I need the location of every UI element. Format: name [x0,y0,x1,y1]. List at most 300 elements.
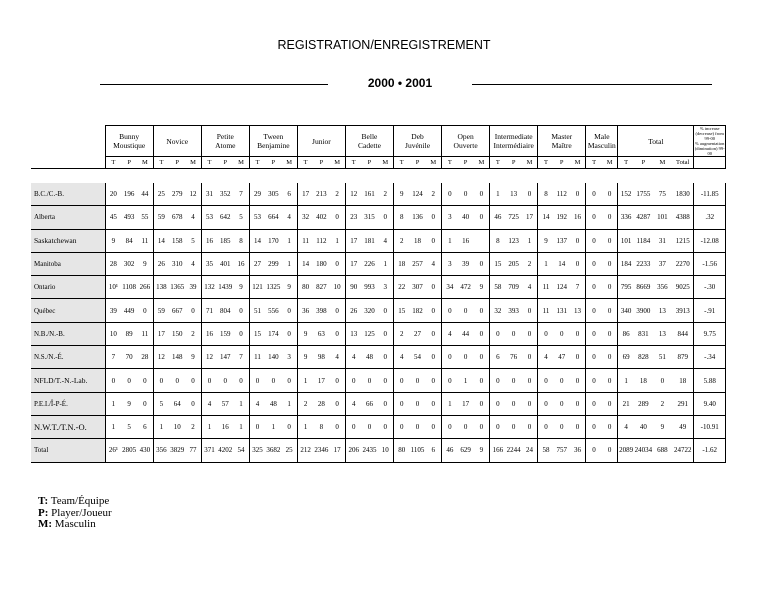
table-cell: 0 [233,369,249,392]
table-cell: 112 [313,229,329,252]
table-cell: 1108 [121,276,137,299]
table-cell: 4202 [217,439,233,462]
legend [38,496,112,531]
table-cell: 0 [426,346,442,369]
table-cell: 0 [570,252,586,275]
table-cell: 13 [506,183,522,206]
table-row [31,322,726,345]
subheader-m: M [522,157,538,169]
table-cell: 35 [201,252,217,275]
category-10: Male Masculin [586,126,618,157]
table-cell: 1 [153,415,169,438]
table-cell: 0 [538,392,554,415]
table-cell: 4 [522,276,538,299]
registration-table [31,125,726,463]
subheader-m: M [602,157,618,169]
table-cell: 1 [490,183,506,206]
table-cell: 14 [249,229,265,252]
table-cell: 0 [442,369,458,392]
table-cell: 0 [474,415,490,438]
subheader-m: M [377,157,393,169]
table-cell: 4 [201,392,217,415]
table-cell: 39 [458,252,474,275]
table-cell: 69 [618,346,634,369]
table-cell: 302 [121,252,137,275]
table-cell: 0 [410,415,426,438]
table-cell: 0 [586,415,602,438]
table-cell: 0 [570,229,586,252]
table-cell: 80 [394,439,410,462]
table-cell: 0 [426,415,442,438]
table-cell: 9 [653,415,672,438]
table-cell: 66 [361,392,377,415]
table-cell: 0 [522,299,538,322]
table-cell: 556 [265,299,281,322]
table-cell: 10 [377,439,393,462]
table-cell: 28 [105,252,121,275]
table-cell: 4 [618,415,634,438]
table-cell: 71 [201,299,217,322]
table-cell: 10 [329,276,345,299]
table-cell: 13 [570,299,586,322]
table-cell: 0 [506,392,522,415]
table-cell: 1 [233,415,249,438]
table-row [31,369,726,392]
table-cell: 161 [361,183,377,206]
table-cell: 0 [394,415,410,438]
table-cell: 4 [345,346,361,369]
table-row [31,276,726,299]
table-cell: 2435 [361,439,377,462]
table-cell: 11 [297,229,313,252]
table-cell: 6 [426,439,442,462]
table-cell: 827 [313,276,329,299]
legend-item-team: T: Team/Équipe [38,495,110,507]
table-cell: 1 [233,392,249,415]
subheader-p: P [458,157,474,169]
table-cell: 15 [394,299,410,322]
category-8: Intermediate Intermédiaire [490,126,538,157]
table-cell: 352 [217,183,233,206]
table-cell: 70 [121,346,137,369]
table-cell: 0 [249,369,265,392]
table-cell: 0 [570,415,586,438]
table-cell: 0 [265,369,281,392]
table-cell: 40 [634,415,653,438]
table-cell: 0 [602,299,618,322]
table-cell: 0 [586,276,602,299]
table-cell: 1 [618,369,634,392]
subheader-p: P [169,157,185,169]
table-cell: 86 [618,322,634,345]
table-cell: 8 [233,229,249,252]
table-cell: 0 [458,183,474,206]
table-cell: 101 [618,229,634,252]
table-cell: 0 [458,415,474,438]
table-cell: 58 [490,276,506,299]
province-name: NFLD/T.-N.-Lab. [31,369,105,392]
table-cell: 0 [522,369,538,392]
table-cell: 0 [490,392,506,415]
table-cell: 75 [653,183,672,206]
table-cell: 12 [345,183,361,206]
table-cell: 0 [522,346,538,369]
table-cell: 47 [554,346,570,369]
table-cell: 213 [313,183,329,206]
table-cell: 2 [185,415,201,438]
table-cell: 18 [394,252,410,275]
subheader-m: M [426,157,442,169]
table-cell: 0 [426,392,442,415]
table-cell: 2 [653,392,672,415]
table-cell: 0 [426,369,442,392]
table-cell: 0 [217,369,233,392]
table-cell: 0 [586,392,602,415]
table-cell: 45 [105,206,121,229]
table-cell: 305 [265,183,281,206]
table-cell: 180 [313,252,329,275]
subheader-p: P [361,157,377,169]
table-cell: 879 [672,346,694,369]
table-cell: 4287 [634,206,653,229]
table-cell: 336 [618,206,634,229]
table-cell: 16 [217,415,233,438]
table-cell: 13 [653,299,672,322]
table-cell: 2 [426,183,442,206]
table-cell: 0 [345,415,361,438]
table-cell: 709 [506,276,522,299]
table-cell: 10¹ [105,276,121,299]
table-cell: 8 [490,229,506,252]
table-cell: 2 [394,229,410,252]
table-cell: 2 [377,183,393,206]
table-row [31,392,726,415]
table-row [31,415,726,438]
table-cell: 17 [153,322,169,345]
table-cell: 3 [281,346,297,369]
table-cell: 0 [586,439,602,462]
table-cell: 48 [361,346,377,369]
table-cell: 0 [586,346,602,369]
subheader-p: P [121,157,137,169]
table-cell: 320 [361,299,377,322]
table-cell: 7 [105,346,121,369]
table-cell: 123 [506,229,522,252]
table-cell: 125 [361,322,377,345]
subheader-t: T [201,157,217,169]
province-name: Total [31,439,105,462]
table-cell: 8 [394,206,410,229]
table-cell: 212 [297,439,313,462]
table-cell: 40 [458,206,474,229]
subheader-t: T [249,157,265,169]
table-cell: 0 [586,322,602,345]
table-cell: 182 [410,299,426,322]
table-cell: 132 [201,276,217,299]
province-name: Alberta [31,206,105,229]
table-cell: 9025 [672,276,694,299]
table-cell: 1325 [265,276,281,299]
table-cell: 24034 [634,439,653,462]
table-cell [474,229,490,252]
table-cell: 7 [233,346,249,369]
table-cell: 12 [153,346,169,369]
province-name: Saskatchewan [31,229,105,252]
table-cell: 0 [602,276,618,299]
table-cell: 16 [201,322,217,345]
table-cell: 21 [618,392,634,415]
table-cell: 0 [377,206,393,229]
table-cell: 28 [137,346,153,369]
table-cell: 31 [653,229,672,252]
table-cell: 307 [410,276,426,299]
subheader-m: M [137,157,153,169]
table-cell: 4 [329,346,345,369]
table-cell: 3 [442,252,458,275]
table-cell: 32 [297,206,313,229]
table-cell: 340 [618,299,634,322]
table-cell: 12 [201,346,217,369]
table-cell: 4 [281,206,297,229]
table-cell: 26 [345,299,361,322]
table-row [31,183,726,206]
table-cell: 9 [474,439,490,462]
table-cell: 51 [653,346,672,369]
table-cell: 13 [345,322,361,345]
table-cell: 9 [121,392,137,415]
table-cell: 0 [522,415,538,438]
table-cell: 7 [233,183,249,206]
table-cell: 0 [201,369,217,392]
table-cell: 0 [410,392,426,415]
table-cell: 0 [570,392,586,415]
table-cell: -10.91 [694,415,726,438]
table-row [31,252,726,275]
table-cell: 678 [169,206,185,229]
table-cell: 0 [570,183,586,206]
table-cell: 124 [410,183,426,206]
table-cell: 174 [265,322,281,345]
table-cell: 9 [137,252,153,275]
table-cell: 64 [169,392,185,415]
table-cell: 2 [394,322,410,345]
table-cell: 0 [185,299,201,322]
table-cell: 26 [153,252,169,275]
table-cell: 493 [121,206,137,229]
table-cell: 4 [442,322,458,345]
table-cell: 77 [185,439,201,462]
table-cell: 356 [153,439,169,462]
province-name: Manitoba [31,252,105,275]
table-cell: 1 [329,229,345,252]
category-5: Belle Cadette [345,126,393,157]
subheader-t: T [586,157,602,169]
table-cell: 0 [377,299,393,322]
table-cell: 54 [410,346,426,369]
table-cell: 17 [329,439,345,462]
table-cell: 0 [474,183,490,206]
table-cell: 4 [185,206,201,229]
table-cell: 0 [329,299,345,322]
province-name: N.B./N.-B. [31,322,105,345]
table-cell: 0 [394,369,410,392]
table-cell: 0 [233,322,249,345]
province-name: N.S./N.-É. [31,346,105,369]
table-cell: 0 [137,369,153,392]
table-cell: 0 [586,299,602,322]
table-cell: 1 [442,392,458,415]
table-cell: 1 [281,252,297,275]
table-cell: 325 [249,439,265,462]
year-rule-right [472,84,712,85]
table-cell: 0 [586,183,602,206]
table-cell: 3 [377,276,393,299]
table-cell: 9 [233,276,249,299]
subheader-p: P [265,157,281,169]
table-cell: 0 [153,369,169,392]
table-cell: 0 [426,206,442,229]
subheader-t: T [442,157,458,169]
table-cell: 1 [265,415,281,438]
table-cell: 0 [377,322,393,345]
table-cell: 4 [185,252,201,275]
table-cell: 757 [554,439,570,462]
table-cell: 46 [490,206,506,229]
table-cell: 371 [201,439,217,462]
table-cell: 166 [490,439,506,462]
table-cell: 289 [634,392,653,415]
table-cell: 8669 [634,276,653,299]
table-cell: 7 [570,276,586,299]
table-cell: 0 [490,415,506,438]
table-cell: 8 [538,183,554,206]
table-cell: 14 [538,206,554,229]
table-cell: 257 [410,252,426,275]
table-cell: 0 [506,322,522,345]
table-cell: 170 [265,229,281,252]
table-cell: 0 [602,415,618,438]
table-cell: 32 [490,299,506,322]
subheader-m: M [570,157,586,169]
table-cell: 0 [329,392,345,415]
table-row [31,346,726,369]
table-cell: 0 [474,252,490,275]
table-cell: 0 [538,322,554,345]
table-cell: 0 [474,322,490,345]
table-cell: 192 [554,206,570,229]
table-cell: 9 [105,229,121,252]
province-name: B.C./C.-B. [31,183,105,206]
table-cell: 27 [410,322,426,345]
table-cell: 0 [137,299,153,322]
table-cell: 1 [538,252,554,275]
table-cell: 0 [586,229,602,252]
table-cell: -1.56 [694,252,726,275]
table-cell: 3829 [169,439,185,462]
table-cell: 59 [153,206,169,229]
table-cell: 55 [137,206,153,229]
table-cell: 0 [345,369,361,392]
table-cell: 0 [602,392,618,415]
category-6: Deb Juvénile [394,126,442,157]
table-cell: 39 [185,276,201,299]
table-cell: 0 [442,183,458,206]
table-cell: 2 [297,392,313,415]
table-cell: 4 [394,346,410,369]
table-cell: 1 [105,415,121,438]
page-title: REGISTRATION/ENREGISTREMENT [277,38,491,52]
table-cell: 0 [522,392,538,415]
table-cell: -1.62 [694,439,726,462]
table-cell: 2 [522,252,538,275]
table-row [31,439,726,462]
subheader-t: T [105,157,121,169]
subheader-t: T [618,157,634,169]
province-name: Québec [31,299,105,322]
category-0: Bunny Moustique [105,126,153,157]
table-cell: 0 [426,299,442,322]
table-cell: -12.08 [694,229,726,252]
table-cell: 136 [410,206,426,229]
category-11: Total [618,126,694,157]
table-cell: 206 [345,439,361,462]
table-cell: 0 [538,415,554,438]
season-year: 2000 • 2001 [367,76,433,90]
table-cell: 15 [490,252,506,275]
table-cell: 84 [121,229,137,252]
table-cell: 16 [233,252,249,275]
table-cell: 121 [249,276,265,299]
table-cell: 9 [281,276,297,299]
table-cell: 3913 [672,299,694,322]
subheader-p: P [506,157,522,169]
table-cell: 226 [361,252,377,275]
table-cell: 1 [297,415,313,438]
table-cell: 5 [185,229,201,252]
table-cell: 804 [217,299,233,322]
subheader-m: M [281,157,297,169]
table-cell: .32 [694,206,726,229]
table-cell: 1 [442,229,458,252]
table-cell: 5 [153,392,169,415]
table-cell: 356 [653,276,672,299]
table-cell: 0 [329,252,345,275]
table-cell: 31 [201,183,217,206]
table-cell: 18 [410,229,426,252]
table-cell: 20 [105,183,121,206]
table-cell: 5 [121,415,137,438]
table-cell: 90 [345,276,361,299]
table-cell: 22 [394,276,410,299]
table-cell: 53 [201,206,217,229]
table-cell: 0 [602,206,618,229]
subheader-row [31,157,726,169]
table-cell: 44 [458,322,474,345]
table-cell: 3900 [634,299,653,322]
table-cell: 205 [506,252,522,275]
table-cell: 1365 [169,276,185,299]
table-cell: 0 [554,322,570,345]
table-cell: 3 [442,206,458,229]
subheader-p: P [313,157,329,169]
table-cell: 0 [522,322,538,345]
table-cell: 11 [538,299,554,322]
subheader-m: M [653,157,672,169]
table-cell: 0 [458,299,474,322]
subheader-t: T [345,157,361,169]
table-cell: 124 [554,276,570,299]
table-cell: 53 [249,206,265,229]
